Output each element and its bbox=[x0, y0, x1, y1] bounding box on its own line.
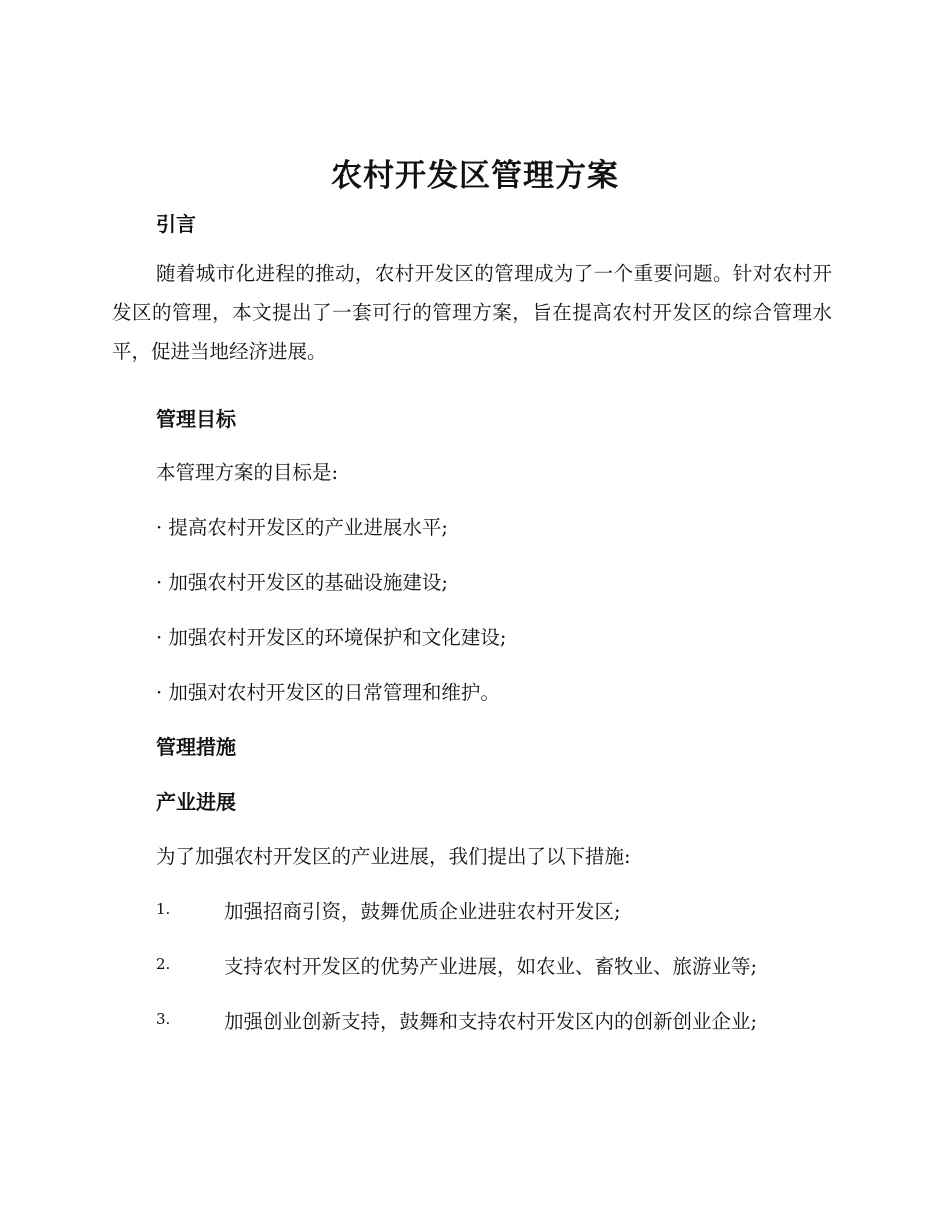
goal-item-1: · 提高农村开发区的产业进展水平; bbox=[156, 516, 448, 539]
goal-item-2: · 加强农村开发区的基础设施建设; bbox=[156, 571, 448, 594]
industry-item-text: 加强创业创新支持，鼓舞和支持农村开发区内的创新创业企业; bbox=[224, 1010, 758, 1033]
industry-item-text: 加强招商引资，鼓舞优质企业进驻农村开发区; bbox=[224, 900, 621, 923]
industry-item-number: 2. bbox=[156, 955, 171, 973]
industry-intro: 为了加强农村开发区的产业进展，我们提出了以下措施: bbox=[156, 845, 631, 868]
measures-heading: 管理措施 bbox=[156, 735, 236, 759]
industry-heading: 产业进展 bbox=[156, 790, 236, 814]
industry-item-number: 1. bbox=[156, 900, 171, 918]
goals-intro: 本管理方案的目标是: bbox=[156, 461, 339, 484]
goal-item-3: · 加强农村开发区的环境保护和文化建设; bbox=[156, 626, 507, 649]
document-title: 农村开发区管理方案 bbox=[331, 158, 619, 194]
industry-item-text: 支持农村开发区的优势产业进展，如农业、畜牧业、旅游业等; bbox=[224, 955, 758, 978]
intro-heading: 引言 bbox=[156, 212, 196, 236]
intro-paragraph: 随着城市化进程的推动，农村开发区的管理成为了一个重要问题。针对农村开发区的管理，本文提出了一套可行的管理方案，旨在提高农村开发区的综合管理水平，促进当地经济进展。 bbox=[112, 262, 832, 363]
goal-item-4: · 加强对农村开发区的日常管理和维护。 bbox=[156, 681, 500, 704]
goals-heading: 管理目标 bbox=[156, 407, 236, 431]
industry-item-number: 3. bbox=[156, 1010, 171, 1028]
